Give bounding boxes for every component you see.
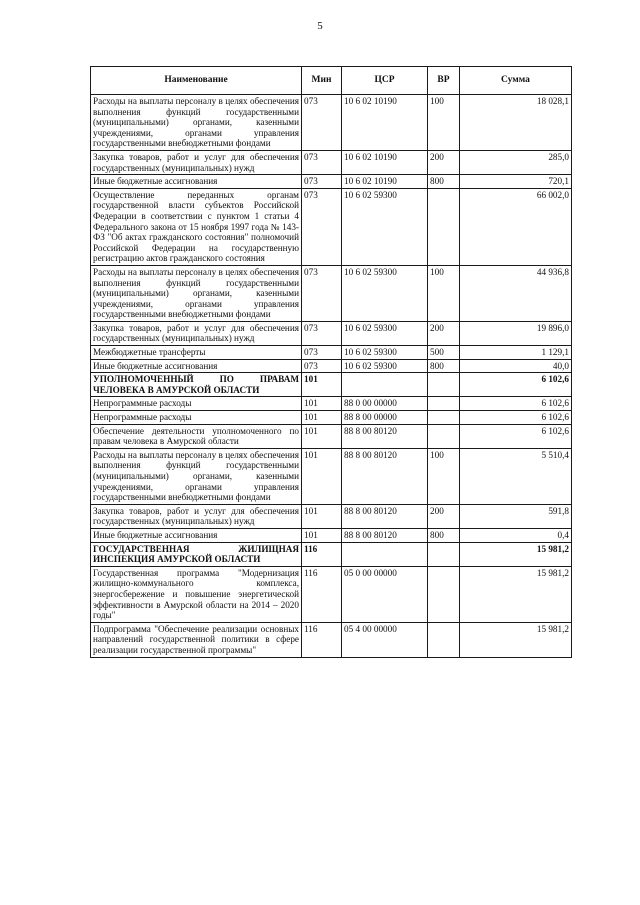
table-row [91, 448, 572, 504]
cell-vr: 200 [428, 150, 460, 174]
cell-min: 101 [302, 528, 342, 542]
cell-csr: 05 0 00 00000 [342, 566, 428, 622]
budget-table [90, 66, 572, 658]
cell-csr: 05 4 00 00000 [342, 622, 428, 657]
cell-sum: 15 981,2 [460, 566, 572, 622]
cell-sum: 19 896,0 [460, 321, 572, 345]
cell-min: 101 [302, 424, 342, 448]
cell-vr [428, 188, 460, 265]
cell-csr: 88 8 00 00000 [342, 411, 428, 425]
cell-name: Иные бюджетные ассигнования [91, 359, 302, 373]
table-row [91, 566, 572, 622]
cell-name: Закупка товаров, работ и услуг для обеспечения государственных (муниципальных) нужд [91, 321, 302, 345]
cell-vr [428, 566, 460, 622]
cell-csr [342, 542, 428, 566]
cell-min: 116 [302, 566, 342, 622]
cell-min: 073 [302, 265, 342, 321]
cell-sum: 66 002,0 [460, 188, 572, 265]
header-vr: ВР [428, 67, 460, 95]
cell-csr: 10 6 02 59300 [342, 346, 428, 360]
cell-sum: 5 510,4 [460, 448, 572, 504]
cell-min: 073 [302, 346, 342, 360]
cell-min: 101 [302, 448, 342, 504]
cell-name: Иные бюджетные ассигнования [91, 175, 302, 189]
cell-name: Расходы на выплаты персоналу в целях обеспечения выполнения функций государственными (муниципальными) органами, казенными учреждениями, органами управления государственными внебюджетными фондами [91, 448, 302, 504]
cell-csr: 88 8 00 80120 [342, 504, 428, 528]
cell-csr: 88 0 00 00000 [342, 397, 428, 411]
cell-vr: 100 [428, 448, 460, 504]
cell-min: 101 [302, 504, 342, 528]
header-csr: ЦСР [342, 67, 428, 95]
cell-name: Расходы на выплаты персоналу в целях обеспечения выполнения функций государственными (муниципальными) органами, казенными учреждениями, органами управления государственными внебюджетными фондами [91, 95, 302, 151]
cell-csr [342, 373, 428, 397]
cell-min: 073 [302, 150, 342, 174]
cell-csr: 10 6 02 10190 [342, 95, 428, 151]
cell-sum: 15 981,2 [460, 622, 572, 657]
cell-vr: 200 [428, 504, 460, 528]
cell-min: 073 [302, 95, 342, 151]
cell-name: Обеспечение деятельности уполномоченного по правам человека в Амурской области [91, 424, 302, 448]
cell-name: Межбюджетные трансферты [91, 346, 302, 360]
cell-min: 101 [302, 411, 342, 425]
cell-vr: 500 [428, 346, 460, 360]
table-row [91, 542, 572, 566]
cell-name: Непрограммные расходы [91, 411, 302, 425]
cell-csr: 10 6 02 10190 [342, 175, 428, 189]
header-min: Мин [302, 67, 342, 95]
cell-csr: 88 8 00 80120 [342, 528, 428, 542]
cell-vr: 800 [428, 528, 460, 542]
cell-vr [428, 424, 460, 448]
cell-min: 073 [302, 321, 342, 345]
cell-vr [428, 622, 460, 657]
cell-sum: 40,0 [460, 359, 572, 373]
header-name: Наименование [91, 67, 302, 95]
cell-vr: 800 [428, 175, 460, 189]
table-row [91, 346, 572, 360]
cell-min: 116 [302, 542, 342, 566]
cell-sum: 0,4 [460, 528, 572, 542]
table-row [91, 528, 572, 542]
table-row [91, 504, 572, 528]
cell-sum: 1 129,1 [460, 346, 572, 360]
cell-vr: 200 [428, 321, 460, 345]
cell-sum: 285,0 [460, 150, 572, 174]
page-number: 5 [317, 20, 323, 32]
cell-csr: 10 6 02 59300 [342, 188, 428, 265]
cell-csr: 10 6 02 10190 [342, 150, 428, 174]
table-row [91, 373, 572, 397]
cell-name: Закупка товаров, работ и услуг для обеспечения государственных (муниципальных) нужд [91, 504, 302, 528]
cell-vr [428, 542, 460, 566]
table-header-row [91, 67, 572, 95]
cell-vr: 100 [428, 95, 460, 151]
cell-min: 073 [302, 188, 342, 265]
table-row [91, 424, 572, 448]
cell-vr [428, 397, 460, 411]
cell-name: ГОСУДАРСТВЕННАЯ ЖИЛИЩНАЯ ИНСПЕКЦИЯ АМУРСКОЙ ОБЛАСТИ [91, 542, 302, 566]
header-sum: Сумма [460, 67, 572, 95]
table-row [91, 622, 572, 657]
cell-sum: 6 102,6 [460, 373, 572, 397]
table-row [91, 265, 572, 321]
table-row [91, 95, 572, 151]
cell-vr: 100 [428, 265, 460, 321]
cell-vr [428, 373, 460, 397]
cell-name: Осуществление переданных органам государственной власти субъектов Российской Федерации в соответствии с пунктом 1 статьи 4 Федерального закона от 15 ноября 1997 года № 143-ФЗ "Об актах гражданского состояния" полномочий Российской Федерации на государственную регистрацию актов гражданского состояния [91, 188, 302, 265]
cell-min: 101 [302, 397, 342, 411]
cell-csr: 10 6 02 59300 [342, 321, 428, 345]
cell-min: 101 [302, 373, 342, 397]
cell-min: 073 [302, 359, 342, 373]
cell-sum: 15 981,2 [460, 542, 572, 566]
table-row [91, 359, 572, 373]
table-row [91, 188, 572, 265]
cell-min: 073 [302, 175, 342, 189]
table-row [91, 150, 572, 174]
cell-csr: 88 8 00 80120 [342, 448, 428, 504]
cell-name: Иные бюджетные ассигнования [91, 528, 302, 542]
cell-csr: 10 6 02 59300 [342, 359, 428, 373]
cell-name: Подпрограмма "Обеспечение реализации основных направлений государственной политики в сфере реализации государственной программы" [91, 622, 302, 657]
cell-csr: 88 8 00 80120 [342, 424, 428, 448]
cell-name: УПОЛНОМОЧЕННЫЙ ПО ПРАВАМ ЧЕЛОВЕКА В АМУРСКОЙ ОБЛАСТИ [91, 373, 302, 397]
cell-sum: 591,8 [460, 504, 572, 528]
table-row [91, 175, 572, 189]
cell-sum: 44 936,8 [460, 265, 572, 321]
cell-vr: 800 [428, 359, 460, 373]
cell-sum: 6 102,6 [460, 424, 572, 448]
cell-name: Расходы на выплаты персоналу в целях обеспечения выполнения функций государственными (муниципальными) органами, казенными учреждениями, органами управления государственными внебюджетными фондами [91, 265, 302, 321]
table-row [91, 321, 572, 345]
cell-sum: 18 028,1 [460, 95, 572, 151]
cell-name: Непрограммные расходы [91, 397, 302, 411]
cell-csr: 10 6 02 59300 [342, 265, 428, 321]
cell-vr [428, 411, 460, 425]
cell-name: Закупка товаров, работ и услуг для обеспечения государственных (муниципальных) нужд [91, 150, 302, 174]
cell-name: Государственная программа "Модернизация жилищно-коммунального комплекса, энергосбережение и повышение энергетической эффективности в Амурской области на 2014 – 2020 годы" [91, 566, 302, 622]
cell-min: 116 [302, 622, 342, 657]
cell-sum: 6 102,6 [460, 397, 572, 411]
cell-sum: 720,1 [460, 175, 572, 189]
table-row [91, 397, 572, 411]
table-row [91, 411, 572, 425]
cell-sum: 6 102,6 [460, 411, 572, 425]
